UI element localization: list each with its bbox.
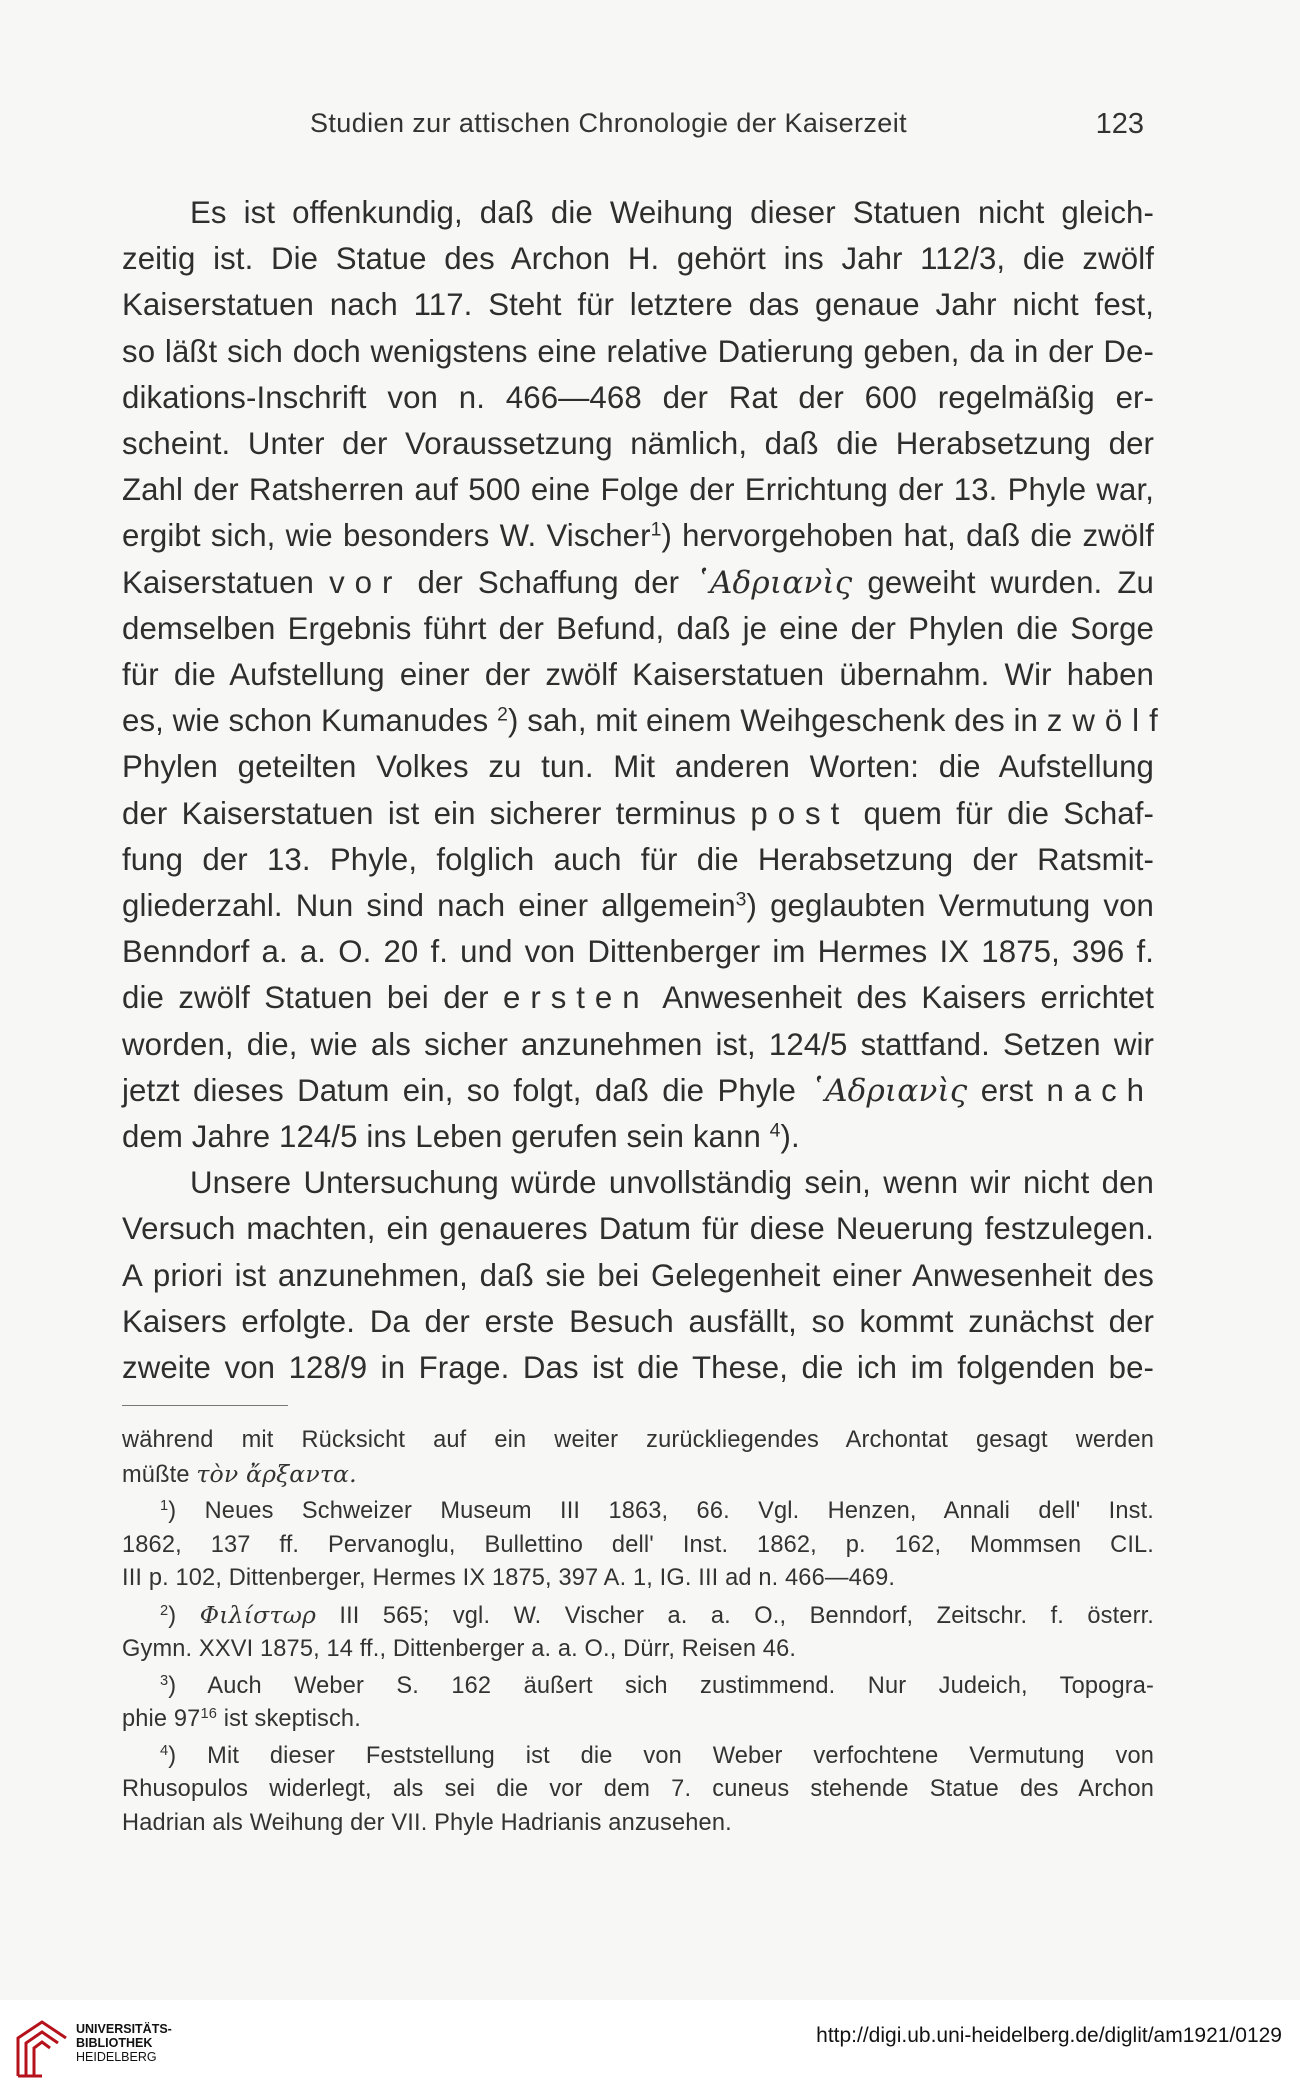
spaced-emphasis: vor — [329, 564, 403, 600]
footnote-line: Rhusopulos widerlegt, als sei die vor dem 7. cuneus stehende Statue des Archon — [122, 1776, 1154, 1802]
text-line: Benndorf a. a. O. 20 f. und von Dittenberger im Hermes IX 1875, 396 f. — [122, 934, 1154, 970]
library-logo-icon — [14, 2016, 70, 2080]
footnote-1 — [122, 1495, 1154, 1596]
text-line: gliederzahl. Nun sind nach einer allgemein$^3$) geglaubten Vermutung von — [122, 888, 1155, 924]
library-name — [76, 2022, 172, 2064]
text-line: ergibt sich, wie besonders W. Vischer$^1$) hervorgehoben hat, daß die zwölf — [122, 518, 1155, 554]
text-line: demselben Ergebnis führt der Befund, daß je eine der Phylen die Sorge — [122, 610, 1154, 646]
text-line: der Kaiserstatuen ist ein sicherer terminus post quem für die Schaf- — [122, 795, 1154, 831]
footnote-marker: 4 — [160, 1742, 169, 1759]
text-line: scheint. Unter der Voraussetzung nämlich, daß die Herabsetzung der — [122, 426, 1154, 462]
page-header — [122, 108, 1154, 152]
text-line: Phylen geteilten Volkes zu tun. Mit anderen Worten: die Aufstellung — [122, 749, 1154, 785]
library-footer — [0, 2000, 1300, 2096]
footnote-line: Gymn. XXVI 1875, 14 ff., Dittenberger a. a. O., Dürr, Reisen 46. — [122, 1636, 797, 1662]
text-line: zweite von 128/9 in Frage. Das ist die These, die ich im folgenden be- — [122, 1350, 1154, 1386]
footnote-line: müßte τὸν ἄρξαντα. — [122, 1459, 357, 1488]
text-line: Es ist offenkundig, daß die Weihung dieser Statuen nicht gleich- — [190, 195, 1154, 230]
footnote-4 — [122, 1740, 1154, 1841]
paragraph-1 — [122, 190, 1168, 1160]
text-line: so läßt sich doch wenigstens eine relative Datierung geben, da in der De- — [122, 333, 1154, 369]
text-line: zeitig ist. Die Statue des Archon H. gehört ins Jahr 112/3, die zwölf — [122, 241, 1154, 277]
text-line: die zwölf Statuen bei der ersten Anwesenheit des Kaisers errichtet — [122, 980, 1154, 1016]
footnote-marker: 1 — [160, 1497, 169, 1514]
spaced-emphasis: post — [750, 795, 850, 831]
greek-word: ῾Αδριανὶς — [809, 1072, 968, 1109]
footnote-ref: 4 — [769, 1119, 781, 1142]
text-line: Zahl der Ratsherren auf 500 eine Folge der Errichtung der 13. Phyle war, — [122, 472, 1154, 508]
footnote-continuation — [122, 1424, 1154, 1492]
footnote-ref: 1 — [650, 518, 662, 541]
footnote-line: Hadrian als Weihung der VII. Phyle Hadrianis anzusehen. — [122, 1809, 732, 1836]
footnote-2 — [122, 1599, 1154, 1667]
spaced-emphasis: zwölf — [1046, 703, 1168, 739]
text-line: Kaiserstatuen nach 117. Steht für letztere das genaue Jahr nicht fest, — [122, 287, 1154, 323]
text-line: dikations-Inschrift von n. 466—468 der Rat der 600 regelmäßig er- — [122, 379, 1154, 415]
text-line: dem Jahre 124/5 ins Leben gerufen sein kann $^4$). — [122, 1119, 800, 1155]
text-line: A priori ist anzunehmen, daß sie bei Gelegenheit einer Anwesenheit des — [122, 1257, 1154, 1293]
running-title: Studien zur attischen Chronologie der Kaiserzeit — [310, 108, 908, 138]
library-name-line: HEIDELBERG — [76, 2050, 157, 2064]
text-line: es, wie schon Kumanudes $^2$) sah, mit einem Weihgeschenk des in zwölf — [122, 703, 1168, 739]
footnote-marker: 2 — [160, 1602, 169, 1619]
library-name-line: UNIVERSITÄTS- — [76, 2022, 172, 2036]
superscript: 16 — [200, 1705, 218, 1722]
paragraph-2 — [122, 1160, 1154, 1391]
footnotes — [122, 1424, 1154, 1840]
text-line: Kaisers erfolgte. Da der erste Besuch ausfällt, so kommt zunächst der — [122, 1303, 1154, 1339]
footnote-line: $^1$) Neues Schweizer Museum III 1863, 66. Vgl. Henzen, Annali dell' Inst. — [160, 1497, 1154, 1524]
main-text — [122, 190, 1168, 1391]
text-line: jetzt dieses Datum ein, so folgt, daß die Phyle ῾Αδριανὶς erst nach — [122, 1072, 1155, 1109]
footnote-line: $^3$) Auch Weber S. 162 äußert sich zustimmend. Nur Judeich, Topogra- — [160, 1672, 1154, 1699]
text-line: für die Aufstellung einer der zwölf Kaiserstatuen übernahm. Wir haben — [122, 657, 1154, 693]
greek-phrase: τὸν ἄρξαντα. — [196, 1459, 357, 1488]
footnote-ref: 3 — [735, 888, 747, 911]
library-name-line: BIBLIOTHEK — [76, 2036, 153, 2050]
greek-word: ῾Αδριανὶς — [694, 564, 853, 601]
footnote-divider — [122, 1405, 288, 1406]
page-number: 123 — [1095, 108, 1144, 140]
footnote-marker: 3 — [160, 1672, 169, 1689]
footnote-3 — [122, 1670, 1154, 1737]
spaced-emphasis: ersten — [503, 980, 650, 1016]
footnote-line: $^4$) Mit dieser Feststellung ist die von Weber verfochtene Vermutung von — [160, 1742, 1154, 1769]
spaced-emphasis: nach — [1046, 1072, 1155, 1108]
text-line: Kaiserstatuen vor der Schaffung der ῾Αδριανὶς geweiht wurden. Zu — [122, 564, 1154, 601]
text-line: Versuch machten, ein genaueres Datum für diese Neuerung festzulegen. — [122, 1211, 1154, 1247]
footnote-ref: 2 — [497, 703, 508, 726]
footnote-line: $^2$) Φιλίστωρ III 565; vgl. W. Vischer a. a. O., Benndorf, Zeitschr. f. österr. — [160, 1600, 1154, 1629]
text-line: Unsere Untersuchung würde unvollständig sein, wenn wir nicht den — [190, 1165, 1154, 1201]
footnote-line: 1862, 137 ff. Pervanoglu, Bullettino dell' Inst. 1862, p. 162, Mommsen CIL. — [122, 1531, 1154, 1558]
footnote-line: III p. 102, Dittenberger, Hermes IX 1875, 397 A. 1, IG. III ad n. 466—469. — [122, 1565, 896, 1591]
text-line: worden, die, wie als sicher anzunehmen ist, 124/5 stattfand. Setzen wir — [122, 1026, 1154, 1062]
footnote-line: während mit Rücksicht auf ein weiter zurückliegendes Archontat gesagt werden — [122, 1427, 1154, 1453]
source-url-link[interactable]: http://digi.ub.uni-heidelberg.de/diglit/am1921/0129 — [816, 2024, 1282, 2047]
text-line: fung der 13. Phyle, folglich auch für die Herabsetzung der Ratsmit- — [122, 841, 1154, 877]
footnote-line: phie $97^{16}$ ist skeptisch. — [122, 1705, 361, 1732]
greek-word: Φιλίστωρ — [199, 1600, 316, 1629]
